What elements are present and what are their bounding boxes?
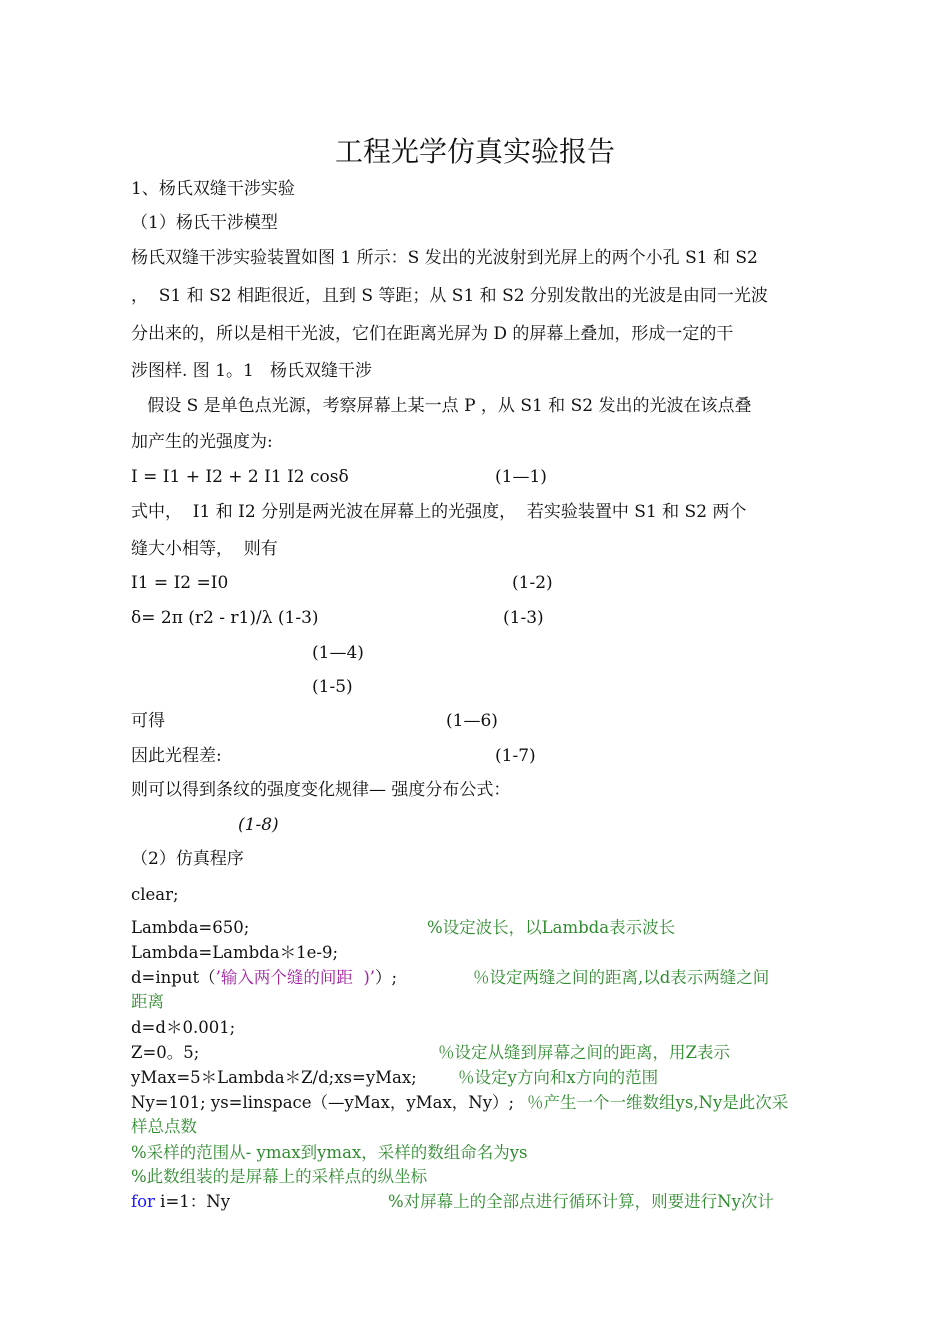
- code-text: d=input（: [131, 968, 216, 987]
- equation-number: (1-2): [512, 573, 553, 593]
- code-line: [131, 967, 397, 989]
- equation-6: 可得: [131, 711, 165, 731]
- equation-number: (1-5): [312, 677, 353, 697]
- code-comment: %此数组装的是屏幕上的采样点的纵坐标: [131, 1167, 428, 1186]
- code-line: d=d＊0.001;: [131, 1018, 236, 1037]
- code-comment: %对屏幕上的全部点进行循环计算，则要进行Ny次计: [388, 1192, 774, 1211]
- assume-line: 假设 S 是单色点光源，考察屏幕上某一点 P ，从 S1 和 S2 发出的光波在该点叠: [131, 396, 752, 416]
- assume-line: 加产生的光强度为:: [131, 432, 273, 452]
- code-comment: %设定波长，以Lambda表示波长: [427, 918, 676, 937]
- equation-number: (1—6): [446, 711, 498, 731]
- code-comment: ％产生一个一维数组ys,Ny是此次采: [527, 1093, 789, 1112]
- code-text: ）;: [375, 968, 398, 987]
- code-text: i=1：Ny: [154, 1192, 231, 1211]
- code-line: yMax=5＊Lambda＊Z/d;xs=yMax;: [131, 1068, 417, 1087]
- equation-number: (1-8): [238, 815, 279, 835]
- code-line: Lambda=650;: [131, 918, 250, 937]
- code-comment: 距离: [131, 992, 164, 1011]
- code-comment: 样总点数: [131, 1117, 197, 1136]
- where-line: 缝大小相等， 则有: [131, 539, 278, 559]
- equation-3: δ= 2π (r2 - r1)/λ (1-3): [131, 608, 319, 628]
- code-comment: ％设定从缝到屏幕之间的距离，用Z表示: [438, 1043, 730, 1062]
- code-keyword: for: [131, 1192, 155, 1211]
- equation-1: I = I1 + I2 + 2 I1 I2 cosδ: [131, 467, 349, 487]
- subsection-heading: （1）杨氏干涉模型: [131, 213, 278, 233]
- code-line: clear;: [131, 885, 179, 904]
- subsection-heading: （2）仿真程序: [131, 849, 244, 869]
- code-line: Ny=101; ys=linspace（—yMax，yMax，Ny）;: [131, 1093, 515, 1112]
- intro-line: 杨氏双缝干涉实验装置如图 1 所示：S 发出的光波射到光屏上的两个小孔 S1 和 S2: [131, 248, 758, 268]
- intro-line: 分出来的，所以是相干光波，它们在距离光屏为 D 的屏幕上叠加，形成一定的干: [131, 324, 734, 344]
- code-comment: ％设定y方向和x方向的范围: [458, 1068, 659, 1087]
- page-title: 工程光学仿真实验报告: [334, 135, 615, 168]
- section-heading: 1、杨氏双缝干涉实验: [131, 179, 295, 199]
- equation-number: (1-7): [495, 746, 536, 766]
- code-string: ’输入两个缝的间距 )’: [215, 968, 376, 987]
- intro-line: ， S1 和 S2 相距很近，且到 S 等距；从 S1 和 S2 分别发散出的光波是由同一光波: [131, 286, 768, 306]
- code-comment: ％设定两缝之间的距离,以d表示两缝之间: [473, 968, 770, 987]
- equation-number: (1—4): [312, 643, 364, 663]
- law-line: 则可以得到条纹的强度变化规律— 强度分布公式：: [131, 780, 511, 800]
- equation-2: I1 = I2 =I0: [131, 573, 229, 593]
- equation-7: 因此光程差:: [131, 746, 222, 766]
- equation-number: (1—1): [495, 467, 547, 487]
- code-line: Lambda=Lambda＊1e-9;: [131, 943, 339, 962]
- code-line: [131, 1191, 230, 1213]
- code-comment: %采样的范围从- ymax到ymax，采样的数组命名为ys: [131, 1143, 528, 1162]
- intro-line: 涉图样. 图 1。1 杨氏双缝干涉: [131, 361, 373, 381]
- equation-number: (1-3): [503, 608, 544, 628]
- where-line: 式中， I1 和 I2 分别是两光波在屏幕上的光强度， 若实验装置中 S1 和 S2 两个: [131, 502, 747, 522]
- code-line: Z=0。5;: [131, 1043, 200, 1062]
